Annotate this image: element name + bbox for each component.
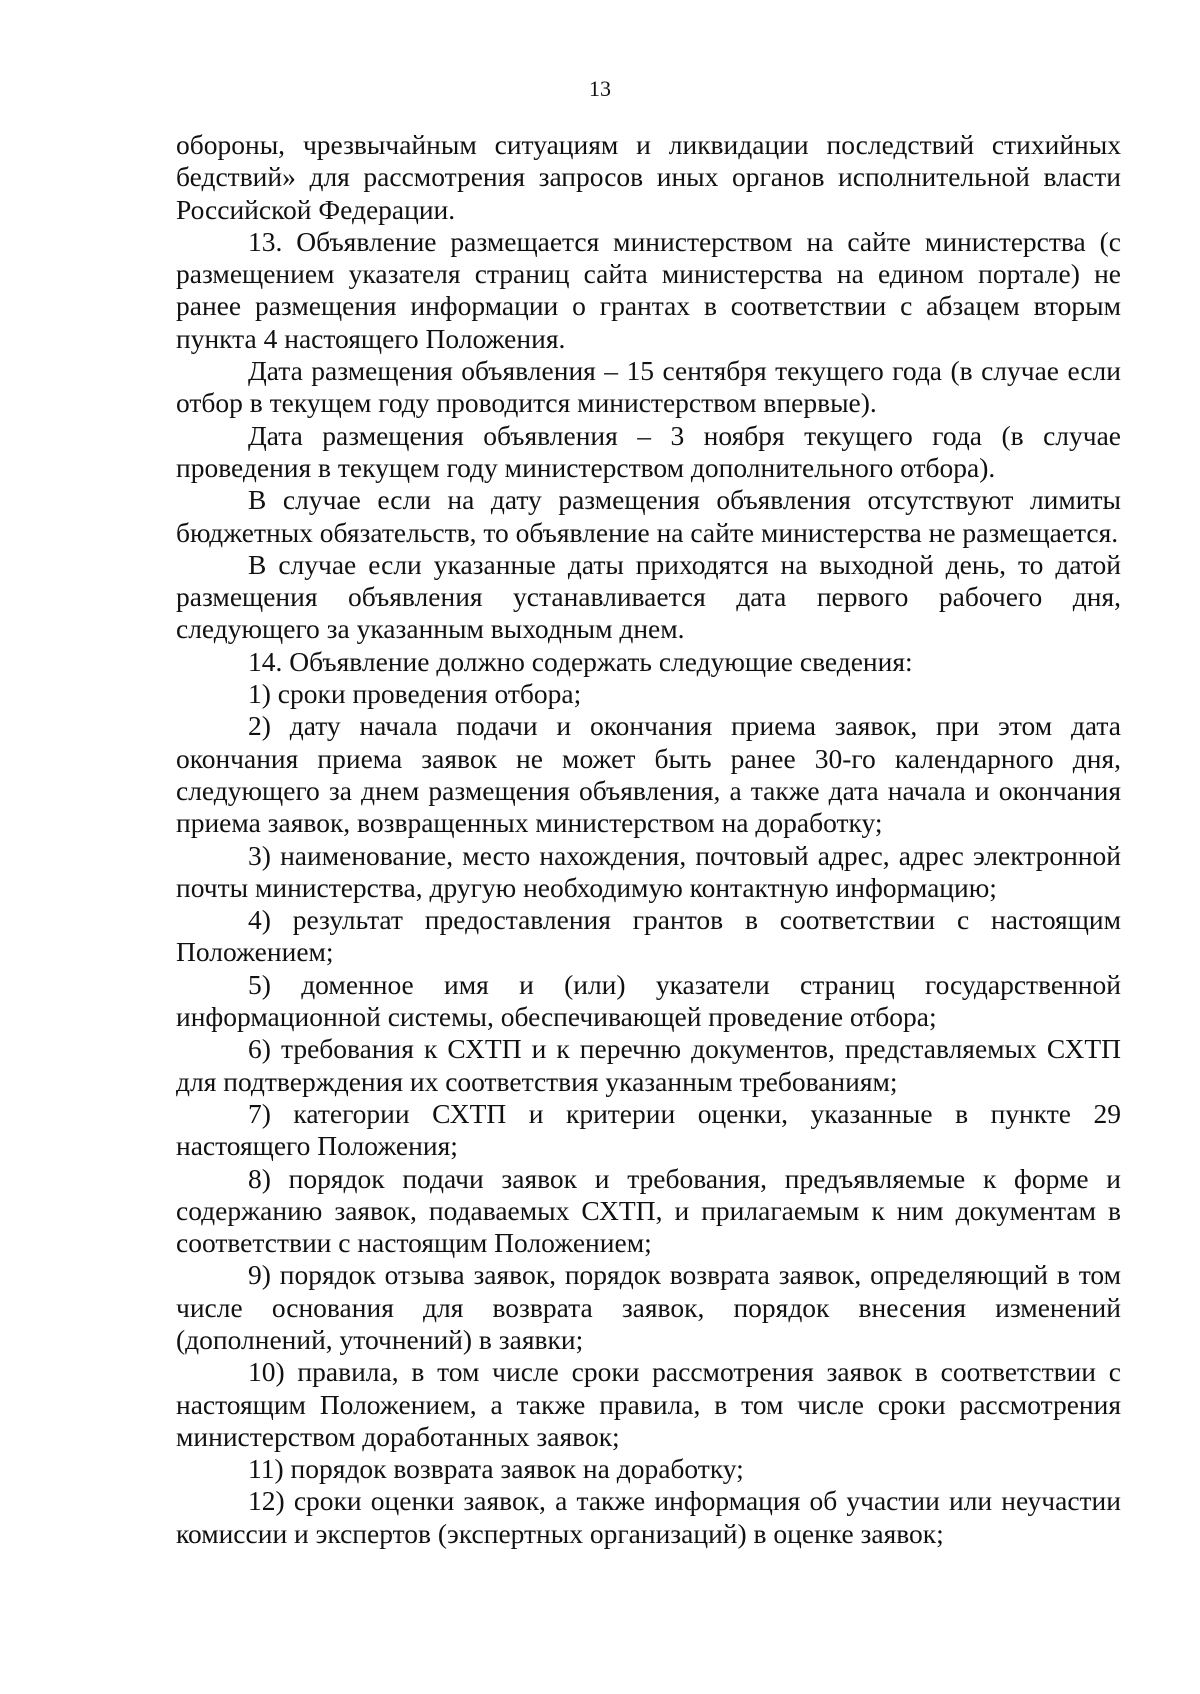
paragraph: 10) правила, в том числе сроки рассмотрения заявок в соответствии с настоящим Положением, а также правила, в том числе сроки рассмотрения министерством доработанных заявок; — [176, 1356, 1121, 1452]
paragraph: 4) результат предоставления грантов в соответствии с настоящим Положением; — [176, 904, 1121, 968]
paragraph: обороны, чрезвычайным ситуациям и ликвидации последствий стихийных бедствий» для рассмотрения запросов иных органов исполнительной власти Российской Федерации. — [176, 129, 1121, 225]
paragraph: В случае если на дату размещения объявления отсутствуют лимиты бюджетных обязательств, то объявление на сайте министерства не размещается. — [176, 484, 1121, 548]
paragraph: 9) порядок отзыва заявок, порядок возврата заявок, определяющий в том числе основания для возврата заявок, порядок внесения изменений (дополнений, уточнений) в заявки; — [176, 1259, 1121, 1355]
paragraph: 2) дату начала подачи и окончания приема заявок, при этом дата окончания приема заявок не может быть ранее 30-го календарного дня, следующего за днем размещения объявления, а также дата начала и окончания приема заявок, возвращенных министерством на доработку; — [176, 710, 1121, 839]
paragraph: 14. Объявление должно содержать следующие сведения: — [248, 645, 913, 677]
paragraph: 1) сроки проведения отбора; — [248, 678, 582, 710]
paragraph: В случае если указанные даты приходятся на выходной день, то датой размещения объявления устанавливается дата первого рабочего дня, следующего за указанным выходным днем. — [176, 548, 1121, 645]
paragraph: Дата размещения объявления – 15 сентября текущего года (в случае если отбор в текущем году проводится министерством впервые). — [176, 355, 1121, 419]
paragraph: 12) сроки оценки заявок, а также информация об участии или неучастии комиссии и экспертов (экспертных организаций) в оценке заявок; — [176, 1485, 1121, 1549]
page-number: 13 — [589, 76, 611, 101]
paragraph: Дата размещения объявления – 3 ноября текущего года (в случае проведения в текущем году министерством дополнительного отбора). — [176, 419, 1121, 483]
paragraph: 7) категории СХТП и критерии оценки, указанные в пункте 29 настоящего Положения; — [176, 1097, 1121, 1162]
paragraph: 3) наименование, место нахождения, почтовый адрес, адрес электронной почты министерства, другую необходимую контактную информацию; — [176, 839, 1121, 903]
paragraph: 5) доменное имя и (или) указатели страниц государственной информационной системы, обеспечивающей проведение отбора; — [176, 968, 1121, 1033]
paragraph: 13. Объявление размещается министерством на сайте министерства (с размещением указателя страниц сайта министерства на едином портале) не ранее размещения информации о грантах в соответствии с абзацем вторым пункта 4 настоящего Положения. — [176, 225, 1121, 354]
paragraph: 11) порядок возврата заявок на доработку; — [248, 1453, 744, 1485]
document-body — [176, 129, 1121, 1550]
paragraph: 8) порядок подачи заявок и требования, предъявляемые к форме и содержанию заявок, подаваемых СХТП, и прилагаемым к ним документам в соответствии с настоящим Положением; — [176, 1162, 1121, 1259]
paragraph: 6) требования к СХТП и к перечню документов, представляемых СХТП для подтверждения их соответствия указанным требованиям; — [176, 1033, 1121, 1097]
